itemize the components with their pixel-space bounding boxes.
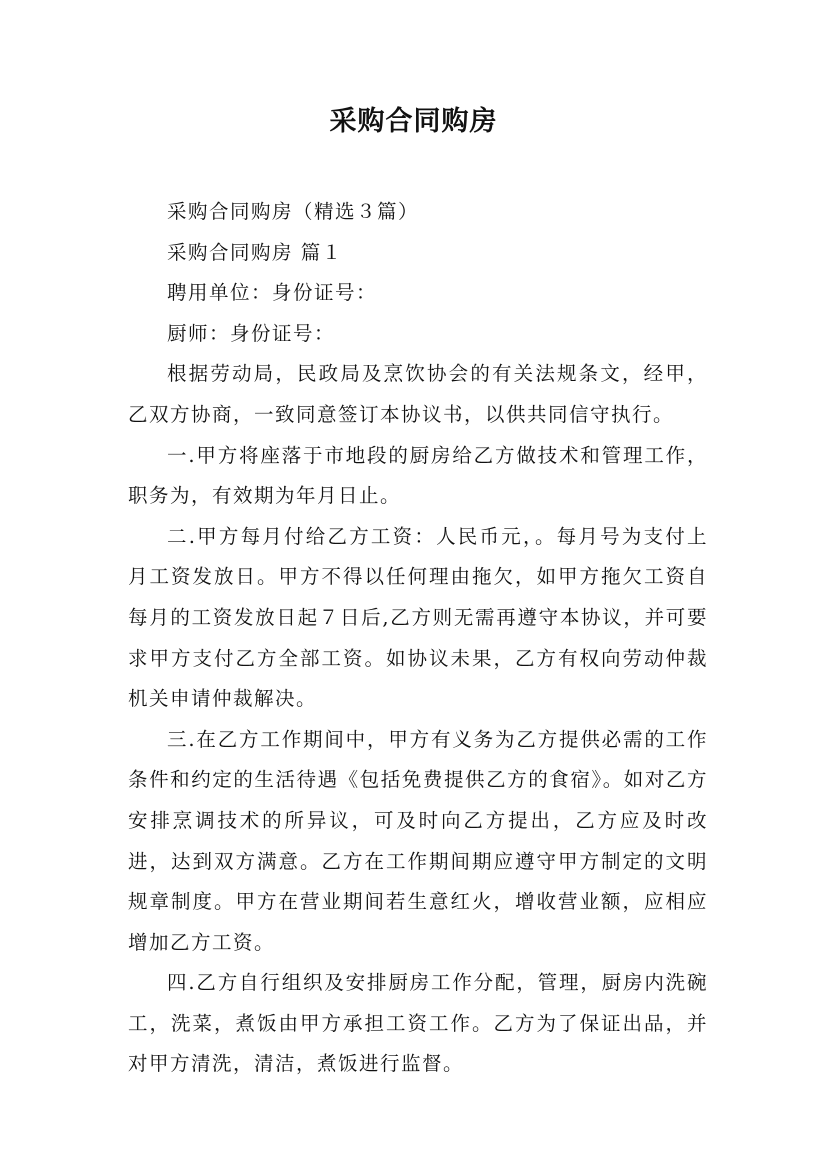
paragraph-clause-3: 三.在乙方工作期间中，甲方有义务为乙方提供必需的工作条件和约定的生活待遇《包括免费提供乙方的食宿》。如对乙方安排烹调技术的所异议，可及时向乙方提出，乙方应及时改进，达到双方满意。乙方在工作期间期应遵守甲方制定的文明规章制度。甲方在营业期间若生意红火，增收营业额，应相应增加乙方工资。 xyxy=(128,727,708,954)
document-title: 采购合同购房 xyxy=(329,106,498,137)
document-body xyxy=(128,192,708,1085)
paragraph-clause-4: 四.乙方自行组织及安排厨房工作分配，管理，厨房内洗碗工，洗菜，煮饭由甲方承担工资工作。乙方为了保证出品，并对甲方清洗，清洁，煮饭进行监督。 xyxy=(128,971,708,1076)
paragraph-chef-line: 厨师：身份证号： xyxy=(167,321,336,345)
paragraph-clause-1: 一.甲方将座落于市地段的厨房给乙方做技术和管理工作，职务为，有效期为年月日止。 xyxy=(128,443,708,508)
paragraph-preamble: 根据劳动局，民政局及烹饮协会的有关法规条文，经甲，乙双方协商，一致同意签订本协议书，以供共同信守执行。 xyxy=(128,362,708,426)
paragraph-clause-2: 二.甲方每月付给乙方工资：人民币元，。每月号为支付上月工资发放日。甲方不得以任何理由拖欠，如甲方拖欠工资自每月的工资发放日起７日后,乙方则无需再遵守本协议，并可要求甲方支付乙方全部工资。如协议未果，乙方有权向劳动仲裁机关申请仲裁解决。 xyxy=(128,524,708,711)
paragraph-subtitle: 采购合同购房（精选３篇） xyxy=(167,200,420,223)
paragraph-section-heading: 采购合同购房 篇１ xyxy=(167,240,343,264)
paragraph-employer-line: 聘用单位：身份证号： xyxy=(167,281,378,305)
